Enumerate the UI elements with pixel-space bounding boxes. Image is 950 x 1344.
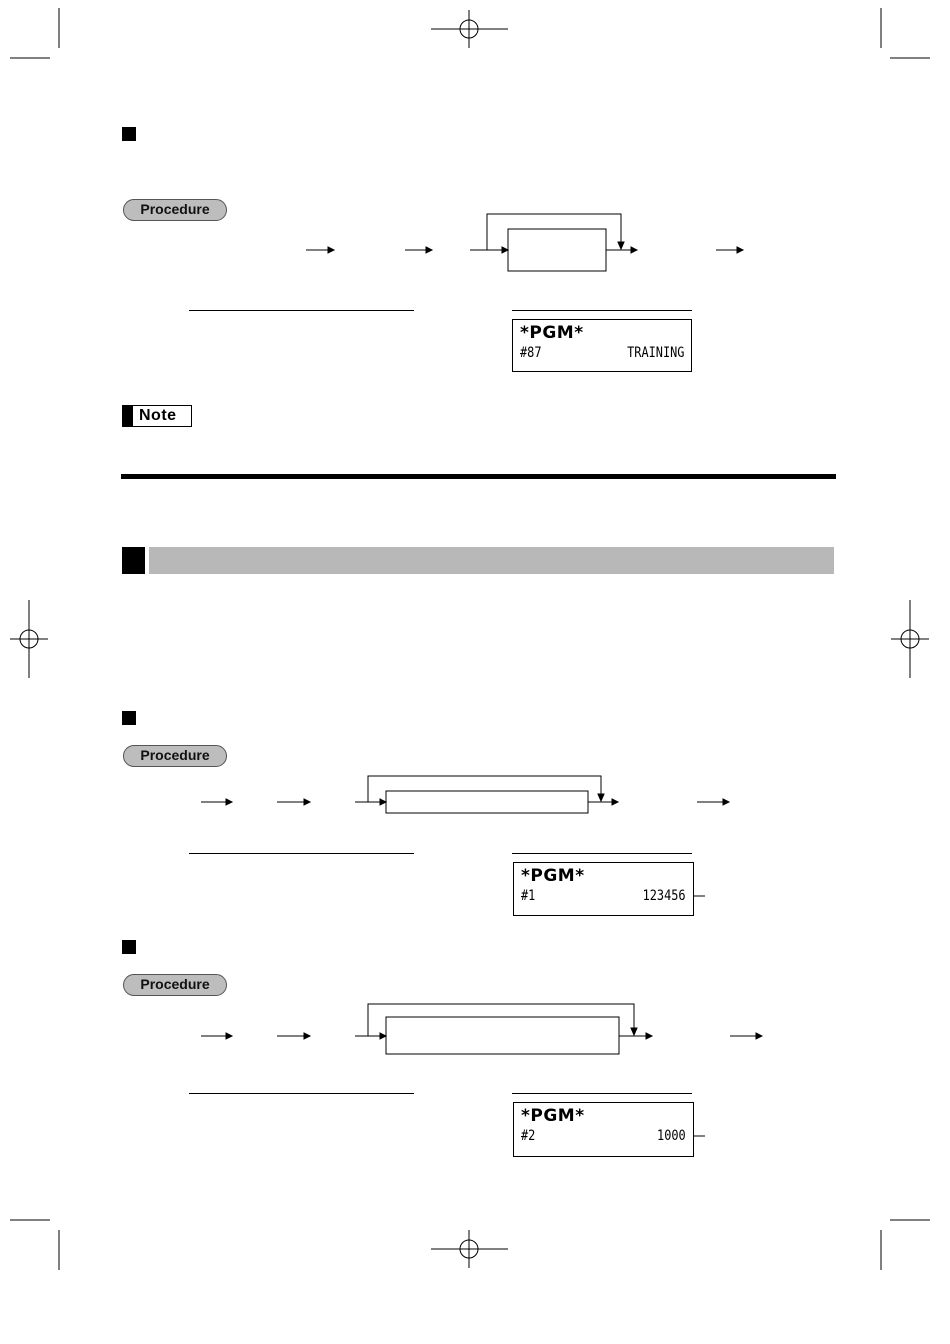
procedure-badge: Procedure [123,745,227,767]
note-badge [122,405,192,427]
display-line2-left: #2 [521,1128,536,1144]
section-header-bar [149,547,834,574]
display-line1: *PGM* [520,323,584,343]
key-operation-rule [189,1093,414,1094]
key-operation-rule [189,853,414,854]
display-line2-right: TRAINING [626,345,684,361]
display-line1: *PGM* [521,866,585,886]
flow-box [386,1017,619,1054]
display-line2-left: #1 [521,888,536,904]
print-rule [512,853,692,854]
flow-box [386,791,588,813]
flow-diagram-2 [201,776,729,813]
display-line2-right: 123456 [643,888,686,904]
display-line1: *PGM* [521,1106,585,1126]
bullet-square [122,940,136,954]
crop-marks [10,8,930,1270]
note-label: Note [139,407,177,424]
display-line2-left: #87 [520,345,542,361]
leader-lines [689,896,705,1136]
procedure-badge: Procedure [123,974,227,996]
display-panel [513,862,694,916]
print-rule [512,1093,692,1094]
section-header-square [122,547,145,574]
flow-diagram-1 [306,214,743,271]
note-bar [123,406,133,426]
flow-diagram-3 [201,1004,762,1054]
procedure-badge: Procedure [123,199,227,221]
key-operation-rule [189,310,414,311]
flow-box [508,229,606,271]
bullet-square [122,127,136,141]
display-panel [512,319,692,372]
print-rule [512,310,692,311]
display-panel [513,1102,694,1157]
display-line2-right: 1000 [657,1128,686,1144]
bullet-square [122,711,136,725]
section-divider [121,474,836,479]
